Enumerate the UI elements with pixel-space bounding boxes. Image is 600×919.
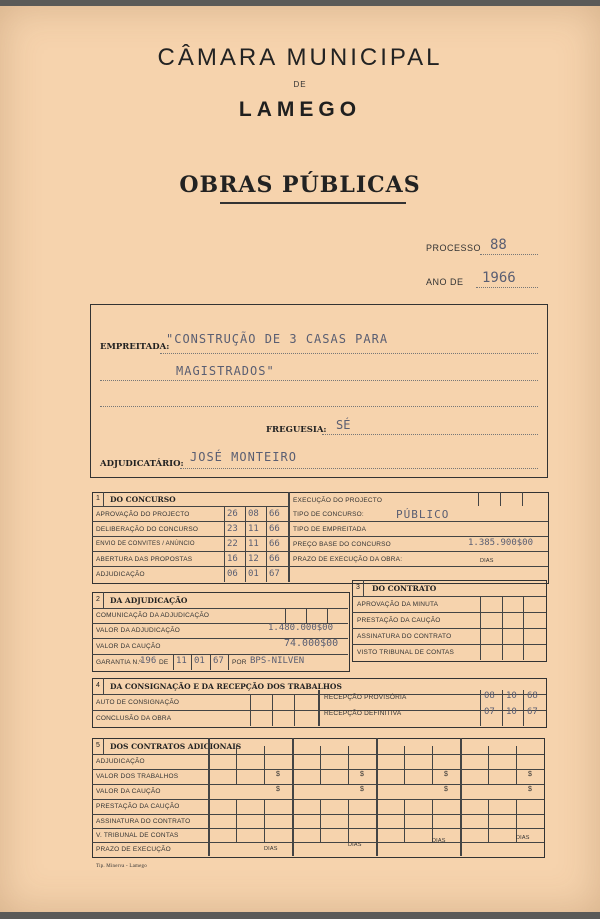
s1-dias: DIAS <box>480 558 494 564</box>
header-lamego: LAMEGO <box>238 98 362 121</box>
s1-row-envio: ENVIO DE CONVITES / ANÚNCIO <box>96 541 195 547</box>
s4-def-y: 67 <box>527 707 538 717</box>
s5-dias-1: DIAS <box>264 846 278 852</box>
s5-sub-4b <box>516 746 517 784</box>
s2-line-d <box>92 654 348 655</box>
printer-footer: Tip. Minerva - Lamego <box>96 864 147 869</box>
empreitada-line-2 <box>100 380 538 381</box>
empreitada-value-2: MAGISTRADOS" <box>176 364 275 378</box>
s5-col-3 <box>376 738 378 856</box>
s1-tipo-empreitada: TIPO DE EMPREITADA <box>293 526 367 533</box>
s1-top-line <box>92 506 288 507</box>
s1-date-3-m: 12 <box>248 554 259 564</box>
s5-sub-1a <box>236 746 237 784</box>
s1-date-1-d: 23 <box>227 524 238 534</box>
s1-number: 1 <box>96 495 100 502</box>
s1-v7 <box>522 492 523 506</box>
s2-title: DA ADJUDICAÇÃO <box>110 596 188 605</box>
s5-line-5 <box>92 828 544 829</box>
s1-date-2-y: 66 <box>269 539 280 549</box>
s5-sub-2b <box>348 746 349 784</box>
s1-prazo-execucao: PRAZO DE EXECUÇÃO DA OBRA: <box>293 556 403 563</box>
s4-prov-d: 08 <box>484 691 495 701</box>
s5-number: 5 <box>96 742 100 749</box>
s2-valor-caucao-value: 74.000$00 <box>284 638 339 649</box>
s5-sub-1d <box>264 799 265 842</box>
s2-garantia-ano: 67 <box>213 656 224 666</box>
s3-number: 3 <box>356 584 360 591</box>
s4-recepcao-provisoria: RECEPÇÃO PROVISÓRIA <box>324 694 407 701</box>
s5-line-4 <box>92 814 544 815</box>
s5-sub-2d <box>348 799 349 842</box>
s1-date-1-m: 11 <box>248 524 259 534</box>
s1-line-b <box>92 536 548 537</box>
ano-line <box>476 287 538 288</box>
ano-value: 1966 <box>482 270 516 286</box>
s1-row-abertura: ABERTURA DAS PROPOSTAS <box>96 556 193 563</box>
empreitada-value-1: "CONSTRUÇÃO DE 3 CASAS PARA <box>166 332 389 346</box>
s1-date-4-y: 67 <box>269 569 280 579</box>
s1-date-1-y: 66 <box>269 524 280 534</box>
s5-row-tribunal: V. TRIBUNAL DE CONTAS <box>96 832 179 839</box>
s1-date-2-d: 22 <box>227 539 238 549</box>
s4-v6 <box>502 690 503 726</box>
s1-v2 <box>245 506 246 582</box>
processo-value: 88 <box>490 237 507 253</box>
s4-num-divider <box>103 678 104 694</box>
s1-preco-base: PREÇO BASE DO CONCURSO <box>293 541 391 548</box>
s2-garantia-por: POR <box>232 659 247 666</box>
s2-v3 <box>327 608 328 623</box>
s5-sub-3d <box>432 799 433 842</box>
s1-date-0-y: 66 <box>269 509 280 519</box>
s5-sub-4c <box>488 799 489 842</box>
s1-v6 <box>500 492 501 506</box>
s4-prov-m: 10 <box>506 691 517 701</box>
s3-row-minuta: APROVAÇÃO DA MINUTA <box>357 601 439 608</box>
freguesia-value: SÉ <box>336 418 351 432</box>
s1-line-a <box>92 521 548 522</box>
s1-date-4-m: 01 <box>248 569 259 579</box>
s5-line-6 <box>92 842 544 843</box>
s4-auto-consignacao: AUTO DE CONSIGNAÇÃO <box>96 699 180 706</box>
s1-num-divider <box>103 492 104 506</box>
s4-prov-y: 68 <box>527 691 538 701</box>
empreitada-label: EMPREITADA: <box>100 342 170 352</box>
s2-num-divider <box>103 592 104 608</box>
s5-dollar-1b: $ <box>276 786 280 793</box>
freguesia-line <box>322 434 538 435</box>
s5-col-1 <box>208 738 210 856</box>
s2-garantia-mes: 01 <box>194 656 205 666</box>
s1-execucao-projecto: EXECUÇÃO DO PROJECTO <box>293 497 383 504</box>
s3-row-visto: VISTO TRIBUNAL DE CONTAS <box>357 649 455 656</box>
s4-def-d: 07 <box>484 707 495 717</box>
s5-row-valor-trabalhos: VALOR DOS TRABALHOS <box>96 773 179 780</box>
s3-line-a <box>352 596 546 597</box>
s5-num-divider <box>103 738 104 754</box>
s1-title: DO CONCURSO <box>110 495 176 504</box>
s4-number: 4 <box>96 682 100 689</box>
s2-g-v4 <box>228 654 229 670</box>
s3-v2 <box>502 596 503 660</box>
s2-valor-adjudicacao-value: 1.480.000$00 <box>268 623 334 633</box>
s5-line-1 <box>92 769 544 770</box>
adjudicatario-label: ADJUDICATÁRIO: <box>100 459 184 469</box>
s5-line-3 <box>92 799 544 800</box>
s5-line-2 <box>92 784 544 785</box>
processo-label: PROCESSO <box>426 243 482 253</box>
s1-row-deliberacao: DELIBERAÇÃO DO CONCURSO <box>96 526 199 533</box>
s1-v4 <box>288 492 290 582</box>
s3-v1 <box>480 596 481 660</box>
s5-sub-1c <box>236 799 237 842</box>
s5-row-prazo: PRAZO DE EXECUÇÃO <box>96 846 171 853</box>
s5-dias-2: DIAS <box>348 842 362 848</box>
s2-line-a <box>92 608 348 609</box>
s5-dollar-4a: $ <box>528 771 532 778</box>
section-5-adicionais <box>92 738 545 858</box>
page-title: OBRAS PÚBLICAS <box>179 172 421 198</box>
s3-line-c <box>352 628 546 629</box>
s5-dias-3: DIAS <box>432 838 446 844</box>
empreitada-line-1 <box>160 353 538 354</box>
title-underline <box>220 202 406 204</box>
s5-dollar-2b: $ <box>360 786 364 793</box>
ano-label: ANO DE <box>426 277 464 287</box>
s5-dollar-4b: $ <box>528 786 532 793</box>
processo-line <box>480 254 538 255</box>
s1-row-adjudicacao: ADJUDICAÇÃO <box>96 571 145 578</box>
s1-v3 <box>266 506 267 582</box>
s2-number: 2 <box>96 596 100 603</box>
s2-garantia-value: BPS-NILVEN <box>250 656 305 666</box>
s1-date-2-m: 11 <box>248 539 259 549</box>
s4-v7 <box>523 690 524 726</box>
s5-line-0 <box>92 754 544 755</box>
s5-col-4 <box>460 738 462 856</box>
s2-row-comunicacao: COMUNICAÇÃO DA ADJUDICAÇÃO <box>96 612 210 619</box>
s2-row-valor-adjudicacao: VALOR DA ADJUDICAÇÃO <box>96 627 181 634</box>
s4-title: DA CONSIGNAÇÃO E DA RECEPÇÃO DOS TRABALHOS <box>110 682 342 691</box>
s2-g-v2 <box>191 654 192 670</box>
s4-v4 <box>318 690 320 726</box>
s2-g-v1 <box>173 654 174 670</box>
s4-v2 <box>272 694 273 726</box>
s5-row-valor-caucao: VALOR DA CAUÇÃO <box>96 788 161 795</box>
s5-dollar-2a: $ <box>360 771 364 778</box>
s2-garantia-label: GARANTIA N.º <box>96 659 142 666</box>
s5-sub-3a <box>404 746 405 784</box>
s4-v1 <box>250 694 251 726</box>
s2-g-v3 <box>210 654 211 670</box>
s2-garantia-dia: 11 <box>176 656 187 666</box>
s1-date-3-d: 16 <box>227 554 238 564</box>
adjudicatario-value: JOSÉ MONTEIRO <box>190 450 297 464</box>
s1-preco-base-value: 1.385.900$00 <box>468 538 534 548</box>
s2-garantia-de: DE <box>159 659 169 666</box>
s4-def-m: 10 <box>506 707 517 717</box>
s1-date-0-d: 26 <box>227 509 238 519</box>
s5-sub-3c <box>404 799 405 842</box>
s2-v2 <box>306 608 307 623</box>
s5-sub-2a <box>320 746 321 784</box>
s1-line-c <box>92 551 548 552</box>
freguesia-label: FREGUESIA: <box>266 425 327 435</box>
s3-num-divider <box>363 580 364 596</box>
s5-sub-3b <box>432 746 433 784</box>
empreitada-box <box>90 304 548 478</box>
s1-tipo-concurso-value: PÚBLICO <box>396 508 450 521</box>
s5-row-adjudicacao: ADJUDICAÇÃO <box>96 758 145 765</box>
s1-v5 <box>478 492 479 506</box>
s4-v5 <box>480 690 481 726</box>
s5-sub-4a <box>488 746 489 784</box>
s3-v3 <box>523 596 524 660</box>
s4-recepcao-definitiva: RECEPÇÃO DEFINITIVA <box>324 710 402 717</box>
header-camara: CÂMARA MUNICIPAL <box>157 44 443 71</box>
s1-date-4-d: 06 <box>227 569 238 579</box>
s5-col-2 <box>292 738 294 856</box>
s5-row-assinatura: ASSINATURA DO CONTRATO <box>96 818 191 825</box>
s2-garantia-num: 196 <box>140 656 157 666</box>
s2-v1 <box>285 608 286 623</box>
s2-row-valor-caucao: VALOR DA CAUÇÃO <box>96 643 161 650</box>
s1-date-0-m: 08 <box>248 509 259 519</box>
s1-date-3-y: 66 <box>269 554 280 564</box>
document-sheet <box>0 6 600 912</box>
s5-sub-1b <box>264 746 265 784</box>
s5-dias-4: DIAS <box>516 835 530 841</box>
s3-line-b <box>352 612 546 613</box>
s3-row-assinatura: ASSINATURA DO CONTRATO <box>357 633 452 640</box>
empreitada-line-3 <box>100 406 538 407</box>
adjudicatario-line <box>180 468 538 469</box>
header-de: DE <box>293 80 307 89</box>
s5-title: DOS CONTRATOS ADICIONAIS <box>110 742 242 751</box>
s5-dollar-1a: $ <box>276 771 280 778</box>
s5-sub-2c <box>320 799 321 842</box>
s4-v3 <box>294 694 295 726</box>
s1-row-aprovacao: APROVAÇÃO DO PROJECTO <box>96 511 190 518</box>
s3-line-d <box>352 644 546 645</box>
s3-row-prestacao: PRESTAÇÃO DA CAUÇÃO <box>357 617 441 624</box>
s1-line-d <box>92 566 548 567</box>
s5-row-prestacao: PRESTAÇÃO DA CAUÇÃO <box>96 803 180 810</box>
s1-tipo-concurso: TIPO DE CONCURSO: <box>293 511 364 518</box>
s4-conclusao-obra: CONCLUSÃO DA OBRA <box>96 715 172 722</box>
s1-v1 <box>224 506 225 582</box>
s5-dollar-3b: $ <box>444 786 448 793</box>
s5-dollar-3a: $ <box>444 771 448 778</box>
s3-title: DO CONTRATO <box>372 584 437 593</box>
